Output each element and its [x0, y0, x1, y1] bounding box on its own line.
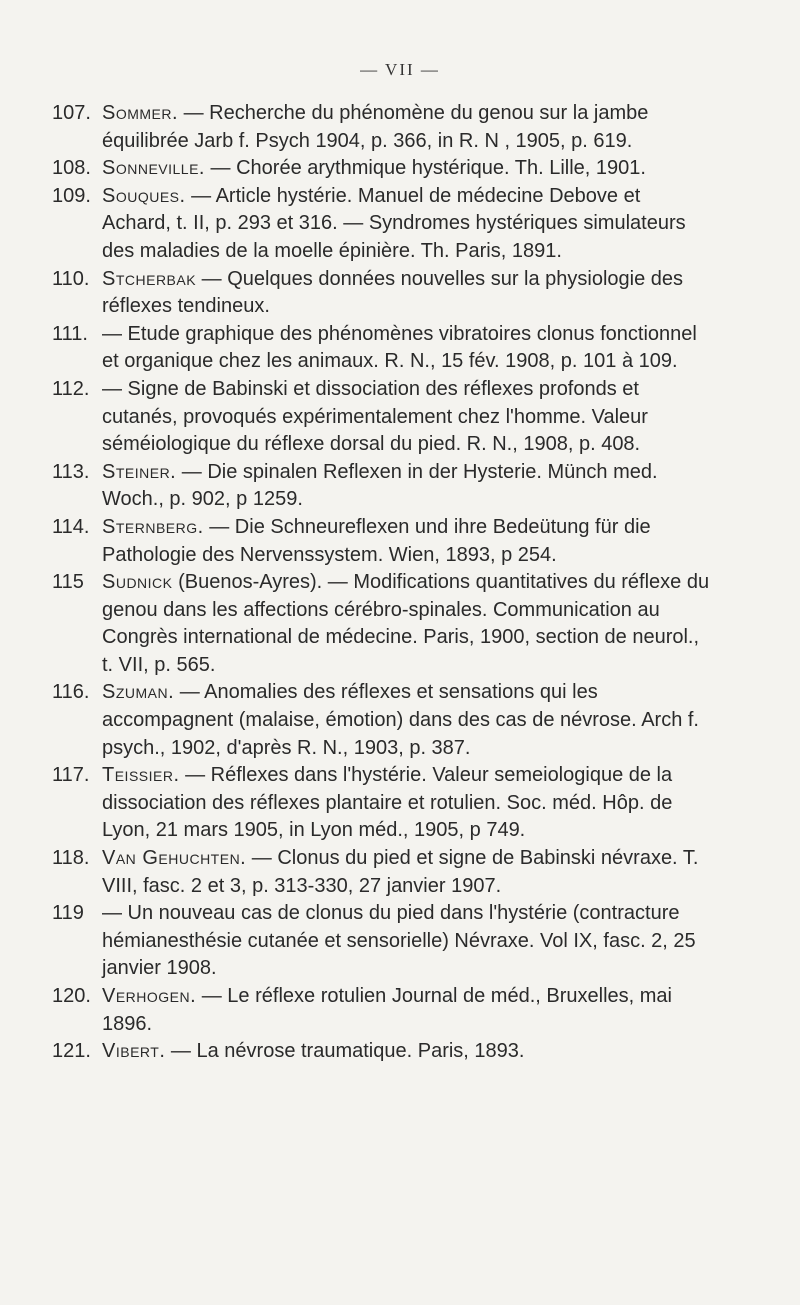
page-header: — VII — [360, 60, 440, 79]
entry-text: — Clonus du pied et signe de Babinski névraxe. T. VIII, fasc. 2 et 3, p. 313-330, 27 janvier 1907. [102, 847, 699, 897]
bibliography-entry [52, 679, 712, 762]
entry-author: Souques. [102, 184, 186, 207]
entry-number: 119 [52, 902, 84, 925]
entry-text: — Die Schneureflexen und ihre Bedeütung für die Pathologie des Nervenssystem. Wien, 1893, p 254. [102, 515, 651, 566]
bibliography-entry [52, 1038, 712, 1066]
entry-text: — Chorée arythmique hystérique. Th. Lille, 1901. [204, 157, 646, 180]
entry-number: 113. [52, 460, 90, 483]
entry-text: (Buenos-Ayres). — Modifications quantitatives du réflexe du genou dans les affections cérébro-spinales. Communication au Congrès international de médecine. Paris, 1900, section de neurol., t. VII, p. 565. [102, 571, 710, 676]
entry-author: Verhogen. [102, 985, 197, 1007]
entry-author: Teissier. [102, 764, 180, 787]
entry-number: 120. [52, 985, 91, 1007]
entry-text: — Die spinalen Reflexen in der Hysterie. Münch med. Woch., p. 902, p 1259. [102, 460, 658, 511]
entry-author: Sonneville. [102, 157, 205, 180]
entry-text: — Un nouveau cas de clonus du pied dans l'hystérie (contracture hémianesthésie cutanée et sensorielle) Névraxe. Vol IX, fasc. 2, 25 janvier 1908. [102, 902, 696, 980]
entry-author: Sudnick [102, 571, 173, 594]
entry-author: Steiner. [102, 460, 177, 483]
entry-text: — Le réflexe rotulien Journal de méd., Bruxelles, mai 1896. [102, 985, 672, 1035]
entry-author: Sommer. [102, 102, 179, 124]
entry-number: 116. [52, 681, 90, 704]
entry-number: 117. [52, 764, 90, 787]
bibliography-entry [52, 459, 712, 514]
entry-number: 118. [52, 847, 90, 870]
bibliography-entry [52, 266, 712, 321]
bibliography-entry [52, 845, 712, 900]
entry-number: 114. [52, 515, 90, 538]
bibliography-entry [52, 900, 712, 983]
entry-number: 115 [52, 571, 84, 594]
bibliography-entry [52, 569, 712, 679]
entry-text: — Quelques données nouvelles sur la physiologie des réflexes tendineux. [102, 267, 684, 318]
entry-number: 111. [52, 322, 88, 345]
entry-text: — La névrose traumatique. Paris, 1893. [165, 1040, 525, 1063]
entry-author: Stcherbak [102, 267, 197, 290]
entry-number: 112. [52, 377, 90, 400]
bibliography-entry [52, 100, 712, 155]
entry-author: Van Gehuchten. [102, 847, 247, 870]
bibliography-entry [52, 183, 712, 266]
bibliography-entry [52, 762, 712, 845]
entry-text: — Réflexes dans l'hystérie. Valeur semeiologique de la dissociation des réflexes plantaire et rotulien. Soc. méd. Hôp. de Lyon, 21 mars 1905, in Lyon méd., 1905, p 749. [102, 764, 673, 842]
entry-text: — Signe de Babinski et dissociation des réflexes profonds et cutanés, provoqués expérimentalement chez l'homme. Valeur séméiologique du réflexe dorsal du pied. R. N., 1908, p. 408. [102, 377, 648, 456]
entry-number: 121. [52, 1040, 91, 1063]
entry-number: 107. [52, 102, 91, 124]
bibliography-entry [52, 983, 712, 1038]
entry-text: — Article hystérie. Manuel de médecine Debove et Achard, t. II, p. 293 et 316. — Syndromes hystériques simulateurs des maladies de la moelle épinière. Th. Paris, 1891. [102, 184, 686, 262]
entry-text: — Anomalies des réflexes et sensations qui les accompagnent (malaise, émotion) dans des cas de névrose. Arch f. psych., 1902, d'après R. N., 1903, p. 387. [102, 681, 699, 759]
bibliography-entry [52, 321, 712, 376]
entry-author: Sternberg. [102, 515, 204, 538]
entry-text: — Etude graphique des phénomènes vibratoires clonus fonctionnel et organique chez les animaux. R. N., 15 fév. 1908, p. 101 à 109. [102, 322, 697, 373]
bibliography-entry [52, 155, 712, 183]
bibliography-entry [52, 514, 712, 569]
entry-number: 110. [52, 267, 90, 290]
entry-author: Vibert. [102, 1040, 166, 1063]
bibliography-list [52, 100, 712, 1066]
entry-number: 108. [52, 157, 91, 180]
entry-text: — Recherche du phénomène du genou sur la jambe équilibrée Jarb f. Psych 1904, p. 366, in R. N , 1905, p. 619. [102, 102, 649, 152]
entry-author: Szuman. [102, 681, 175, 704]
entry-number: 109. [52, 184, 91, 207]
bibliography-entry [52, 376, 712, 459]
